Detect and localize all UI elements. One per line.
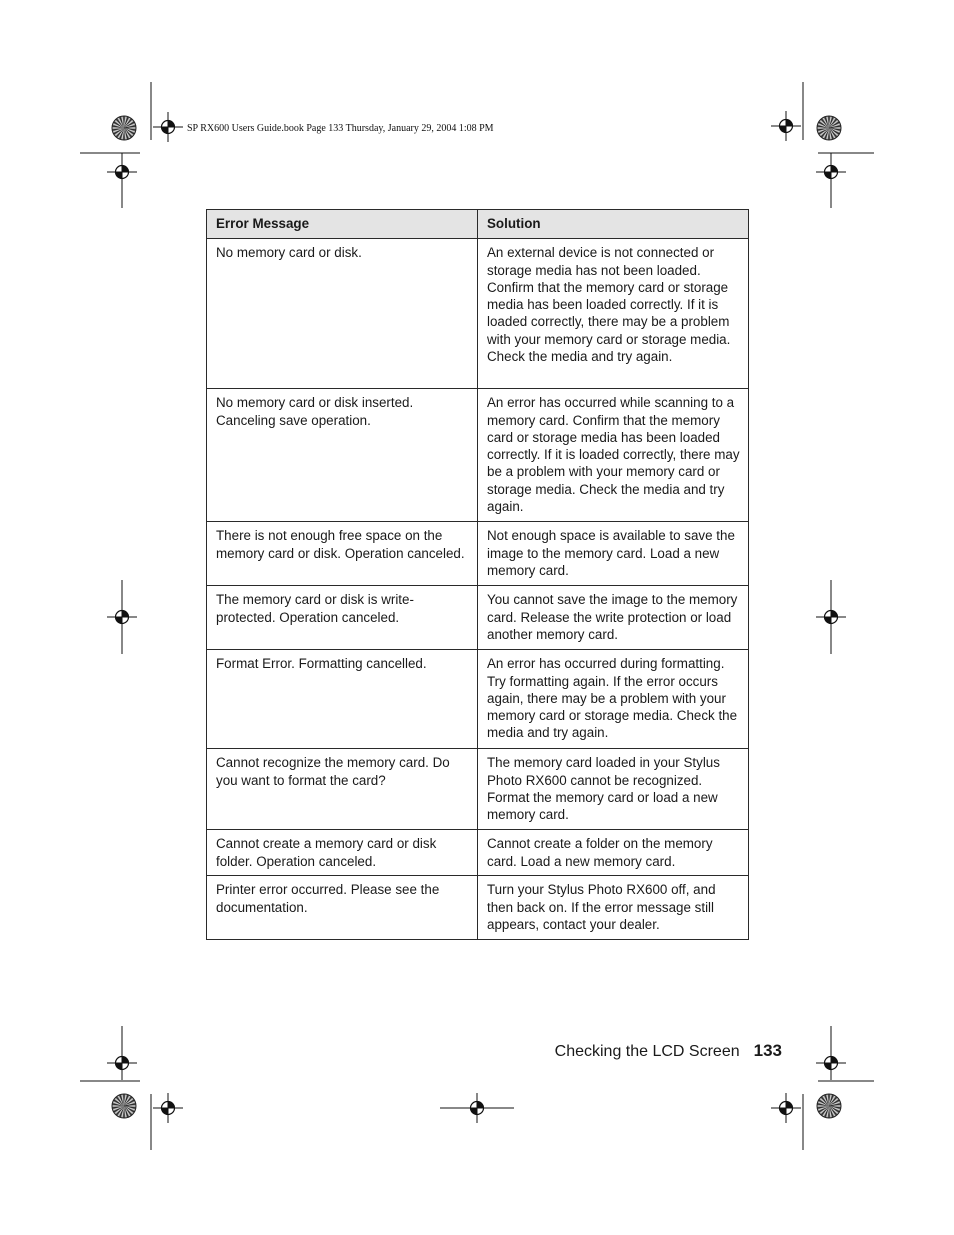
registration-target-icon (771, 1093, 801, 1123)
solution-cell: An external device is not connected or storage media has not been loaded. Confirm that the memory card or storage media has been loaded correctly. If it is loaded correctly, there may be a problem with your memory card or storage media. Check the media and try again. (478, 239, 749, 389)
solution-cell: Cannot create a folder on the memory card. Load a new memory card. (478, 830, 749, 876)
color-registration-starburst-icon (817, 116, 841, 140)
error-message-cell: No memory card or disk inserted. Canceling save operation. (207, 389, 478, 522)
error-message-table (206, 209, 749, 940)
error-message-cell: Cannot recognize the memory card. Do you want to format the card? (207, 749, 478, 830)
registration-target-icon (153, 112, 183, 142)
color-registration-starburst-icon (112, 1094, 136, 1118)
error-message-cell: Format Error. Formatting cancelled. (207, 650, 478, 749)
color-registration-starburst-icon (817, 1094, 841, 1118)
column-header-error-message: Error Message (207, 210, 478, 239)
table-row (207, 830, 749, 876)
registration-target-icon (153, 1093, 183, 1123)
error-message-cell: The memory card or disk is write-protected. Operation canceled. (207, 586, 478, 650)
error-message-cell: No memory card or disk. (207, 239, 478, 389)
solution-cell: An error has occurred during formatting. Try formatting again. If the error occurs again, there may be a problem with your memory card or storage media. Check the media and try again. (478, 650, 749, 749)
table-row (207, 522, 749, 586)
error-message-cell: Printer error occurred. Please see the documentation. (207, 876, 478, 940)
section-title: Checking the LCD Screen (554, 1043, 740, 1060)
column-header-solution: Solution (478, 210, 749, 239)
page-footer (555, 1041, 782, 1061)
table-row (207, 586, 749, 650)
error-message-cell: Cannot create a memory card or disk folder. Operation canceled. (207, 830, 478, 876)
table-row (207, 239, 749, 389)
color-registration-starburst-icon (112, 116, 136, 140)
solution-cell: An error has occurred while scanning to a memory card. Confirm that the memory card or storage media has been loaded correctly. If it is loaded correctly, there may be a problem with your memory card or storage media. Check the media and try again. (478, 389, 749, 522)
table-row (207, 876, 749, 940)
solution-cell: You cannot save the image to the memory card. Release the write protection or load another memory card. (478, 586, 749, 650)
solution-cell: The memory card loaded in your Stylus Photo RX600 cannot be recognized. Format the memory card or load a new memory card. (478, 749, 749, 830)
table-row (207, 650, 749, 749)
table-row (207, 389, 749, 522)
solution-cell: Not enough space is available to save the image to the memory card. Load a new memory card. (478, 522, 749, 586)
error-message-cell: There is not enough free space on the memory card or disk. Operation canceled. (207, 522, 478, 586)
page-number: 133 (753, 1041, 782, 1060)
book-file-header: SP RX600 Users Guide.book Page 133 Thursday, January 29, 2004 1:08 PM (187, 123, 494, 134)
table-header-row (207, 210, 749, 239)
registration-target-icon (771, 111, 801, 141)
solution-cell: Turn your Stylus Photo RX600 off, and then back on. If the error message still appears, contact your dealer. (478, 876, 749, 940)
table-row (207, 749, 749, 830)
